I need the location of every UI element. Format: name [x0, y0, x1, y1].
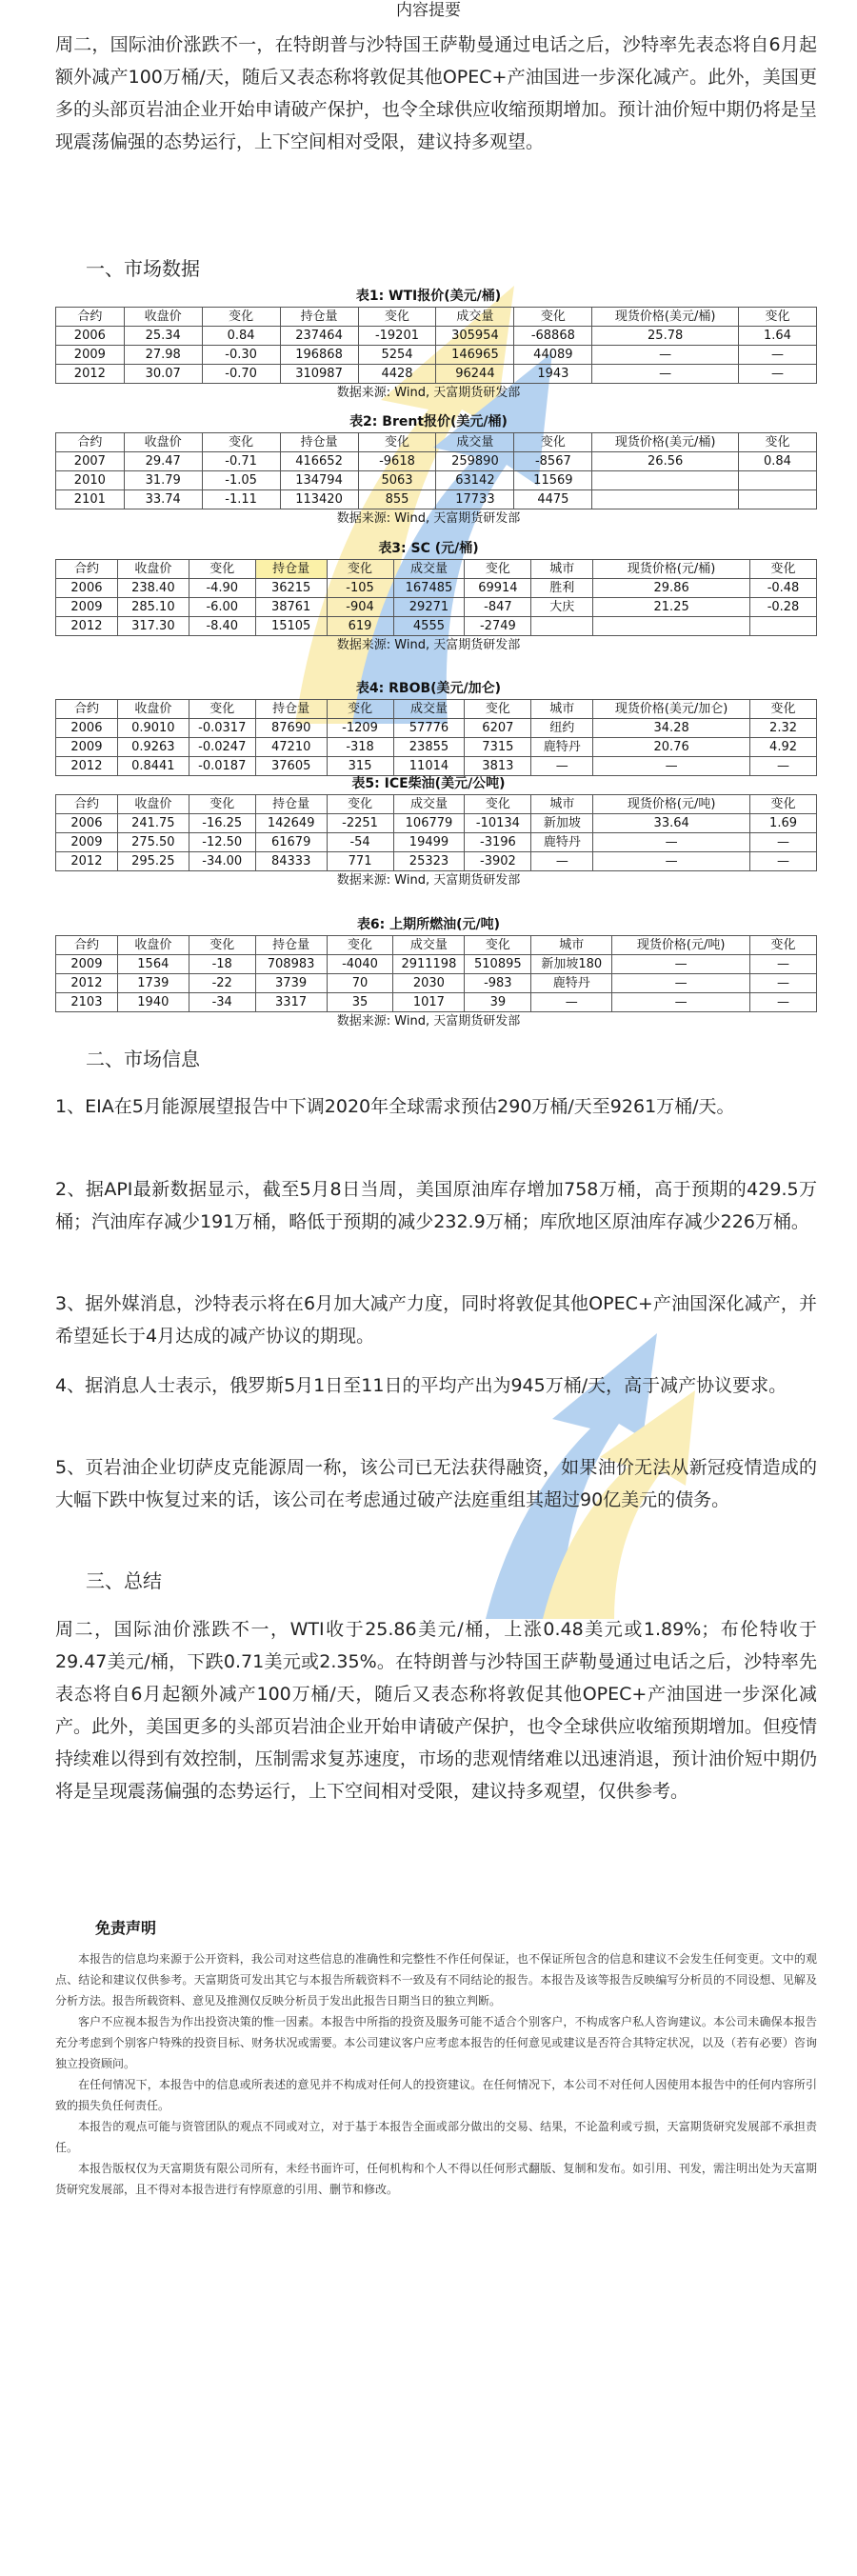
table-cell: 1017: [393, 993, 465, 1012]
table-row: [56, 365, 817, 384]
table-cell: -0.0317: [189, 719, 255, 738]
table-cell: —: [592, 365, 739, 384]
table-cell: [738, 471, 816, 490]
table-header-cell: 持仓量: [255, 936, 327, 955]
table-header-cell: 成交量: [436, 308, 514, 327]
table-cell: 1739: [117, 974, 189, 993]
table-header-cell: 合约: [56, 700, 118, 719]
table-cell: 39: [465, 993, 531, 1012]
table-header-cell: 变化: [738, 308, 816, 327]
table-cell: [750, 617, 817, 636]
table-row: [56, 833, 817, 852]
table-1-title: 表1: WTI报价(美元/桶): [355, 289, 502, 304]
table-header-cell: 收盘价: [117, 560, 189, 579]
table-cell: 3813: [465, 757, 531, 776]
table-cell: 2911198: [393, 955, 465, 974]
table-row: [56, 490, 817, 509]
table-header-cell: 变化: [358, 433, 436, 452]
table-row: [56, 814, 817, 833]
table-cell: -0.30: [202, 346, 280, 365]
table-header-cell: 持仓量: [255, 560, 327, 579]
table-header-cell: 变化: [202, 308, 280, 327]
table-cell: 鹿特丹: [531, 738, 593, 757]
table-header-cell: 变化: [327, 560, 393, 579]
table-header-row: [56, 433, 817, 452]
table-cell: —: [593, 757, 750, 776]
table-cell: 2012: [56, 974, 118, 993]
table-header-cell: 变化: [189, 700, 255, 719]
table-cell: 31.79: [124, 471, 202, 490]
table-cell: -34.00: [189, 852, 255, 871]
table-cell: 2006: [56, 579, 118, 598]
ice-gasoil-table: [55, 794, 817, 871]
table-cell: 96244: [436, 365, 514, 384]
table-cell: -12.50: [189, 833, 255, 852]
table-cell: 2012: [56, 617, 118, 636]
table-cell: 619: [327, 617, 393, 636]
table-cell: 0.84: [202, 327, 280, 346]
table-cell: 2006: [56, 719, 118, 738]
report-title: 内容提要: [396, 1, 461, 20]
table-header-row: [56, 308, 817, 327]
disclaimer-paragraph-2: 客户不应视本报告为作出投资决策的惟一因素。本报告中所指的投资及服务可能不适合个别客户，不构成客户私人咨询建议。本公司未确保本报告充分考虑到个别客户特殊的投资目标、财务状况或需要。本公司建议客户应考虑本报告的任何意见或建议是否符合其特定状况，以及（若有必要）咨询独立投资顾问。: [55, 2015, 817, 2070]
table-cell: 295.25: [117, 852, 189, 871]
table-cell: 4428: [358, 365, 436, 384]
table-cell: 106779: [393, 814, 465, 833]
table-cell: -318: [327, 738, 393, 757]
table-cell: 259890: [436, 452, 514, 471]
info-item-1: 1、EIA在5月能源展望报告中下调2020年全球需求预估290万桶/天至9261万桶/天。: [55, 1096, 735, 1117]
info-item-3: 3、据外媒消息，沙特表示将在6月加大减产力度，同时将敦促其他OPEC+产油国深化减产，并希望延长于4月达成的减产协议的期现。: [55, 1293, 817, 1347]
table-row: [56, 452, 817, 471]
table-cell: 2.32: [750, 719, 817, 738]
table-2-source: 数据来源: Wind, 天富期货研发部: [336, 511, 521, 526]
table-header-cell: 变化: [514, 433, 592, 452]
table-cell: 鹿特丹: [531, 833, 593, 852]
table-header-cell: 城市: [531, 795, 593, 814]
table-3-title: 表3: SC (元/桶): [378, 541, 479, 556]
table-row: [56, 598, 817, 617]
table-header-cell: 变化: [750, 560, 817, 579]
table-header-cell: 城市: [531, 700, 593, 719]
table-cell: 1.69: [750, 814, 817, 833]
table-header-cell: 变化: [327, 795, 393, 814]
table-cell: 3739: [255, 974, 327, 993]
table-header-cell: 合约: [56, 795, 118, 814]
table-cell: —: [592, 346, 739, 365]
table-row: [56, 955, 817, 974]
table-cell: 44089: [514, 346, 592, 365]
table-cell: 2103: [56, 993, 118, 1012]
table-header-cell: 收盘价: [117, 700, 189, 719]
table-cell: —: [612, 993, 750, 1012]
table-cell: 15105: [255, 617, 327, 636]
table-cell: 29271: [393, 598, 465, 617]
table-row: [56, 346, 817, 365]
table-cell: 29.86: [593, 579, 750, 598]
table-header-cell: 成交量: [393, 795, 465, 814]
table-cell: 2009: [56, 738, 118, 757]
table-header-cell: 变化: [465, 700, 531, 719]
table-header-cell: 持仓量: [255, 700, 327, 719]
table-cell: 47210: [255, 738, 327, 757]
table-cell: —: [738, 365, 816, 384]
table-row: [56, 757, 817, 776]
table-cell: 1943: [514, 365, 592, 384]
table-cell: 305954: [436, 327, 514, 346]
table-cell: —: [750, 974, 817, 993]
table-cell: -68868: [514, 327, 592, 346]
table-cell: —: [750, 955, 817, 974]
table-cell: 2030: [393, 974, 465, 993]
table-cell: -2251: [327, 814, 393, 833]
table-cell: [592, 471, 739, 490]
table-cell: 27.98: [124, 346, 202, 365]
table-header-cell: 现货价格(元/吨): [593, 795, 750, 814]
table-cell: 0.8441: [117, 757, 189, 776]
table-cell: 113420: [280, 490, 358, 509]
table-header-row: [56, 936, 817, 955]
table-cell: -0.70: [202, 365, 280, 384]
table-cell: 237464: [280, 327, 358, 346]
table-header-cell: 持仓量: [280, 433, 358, 452]
table-header-cell: 城市: [531, 936, 612, 955]
table-cell: 6207: [465, 719, 531, 738]
table-header-cell: 变化: [750, 795, 817, 814]
table-cell: -18: [189, 955, 255, 974]
table-cell: —: [750, 993, 817, 1012]
table-cell: —: [531, 993, 612, 1012]
table-cell: 20.76: [593, 738, 750, 757]
table-header-cell: 现货价格(元/吨): [612, 936, 750, 955]
table-6-title: 表6: 上期所燃油(元/吨): [356, 917, 501, 932]
table-cell: 2009: [56, 833, 118, 852]
table-header-cell: 变化: [202, 433, 280, 452]
disclaimer-paragraph-3: 在任何情况下，本报告中的信息或所表述的意见并不构成对任何人的投资建议。在任何情况下，本公司不对任何人因使用本报告中的任何内容所引致的损失负任何责任。: [55, 2078, 817, 2112]
table-cell: 34.28: [593, 719, 750, 738]
table-cell: -3196: [465, 833, 531, 852]
table-cell: —: [750, 833, 817, 852]
table-cell: -0.0187: [189, 757, 255, 776]
brent-table: [55, 432, 817, 509]
table-cell: -0.28: [750, 598, 817, 617]
table-cell: 285.10: [117, 598, 189, 617]
table-3-source: 数据来源: Wind, 天富期货研发部: [336, 638, 521, 652]
table-cell: —: [593, 852, 750, 871]
table-cell: 1564: [117, 955, 189, 974]
shfe-fuel-oil-table: [55, 935, 817, 1012]
table-cell: 2009: [56, 955, 118, 974]
table-cell: -0.71: [202, 452, 280, 471]
table-cell: 0.9263: [117, 738, 189, 757]
table-cell: 2006: [56, 814, 118, 833]
table-header-cell: 城市: [531, 560, 593, 579]
table-cell: -0.48: [750, 579, 817, 598]
table-row: [56, 617, 817, 636]
disclaimer-paragraph-1: 本报告的信息均来源于公开资料，我公司对这些信息的准确性和完整性不作任何保证，也不保证所包含的信息和建议不会发生任何变更。文中的观点、结论和建议仅供参考。天富期货可发出其它与本报告所载资料不一致及有不同结论的报告。本报告及该等报告反映编写分析员的不同设想、见解及分析方法。报告所载资料、意见及推测仅反映分析员于发出此报告日期当日的独立判断。: [55, 1952, 817, 2007]
table-cell: 21.25: [593, 598, 750, 617]
table-cell: 2006: [56, 327, 125, 346]
section-heading-market-info: 二、市场信息: [86, 1048, 200, 1070]
table-row: [56, 719, 817, 738]
table-cell: —: [612, 955, 750, 974]
info-item-4: 4、据消息人士表示，俄罗斯5月1日至11日的平均产出为945万桶/天，高于减产协议要求。: [55, 1375, 787, 1396]
table-cell: 25323: [393, 852, 465, 871]
table-cell: 5254: [358, 346, 436, 365]
table-cell: 0.9010: [117, 719, 189, 738]
table-cell: -6.00: [189, 598, 255, 617]
disclaimer-paragraph-4: 本报告的观点可能与资管团队的观点不同或对立，对于基于本报告全面或部分做出的交易、结果，不论盈利或亏损，天富期货研究发展部不承担责任。: [55, 2120, 817, 2154]
table-cell: [593, 617, 750, 636]
table-cell: 2012: [56, 852, 118, 871]
table-cell: 416652: [280, 452, 358, 471]
table-cell: 26.56: [592, 452, 739, 471]
table-cell: 25.78: [592, 327, 739, 346]
table-header-cell: 合约: [56, 433, 125, 452]
table-cell: 510895: [465, 955, 531, 974]
table-cell: -983: [465, 974, 531, 993]
table-cell: —: [750, 852, 817, 871]
table-cell: 33.64: [593, 814, 750, 833]
table-1-source: 数据来源: Wind, 天富期货研发部: [336, 386, 521, 400]
table-cell: 2007: [56, 452, 125, 471]
table-cell: -8567: [514, 452, 592, 471]
table-header-cell: 现货价格(美元/桶): [592, 433, 739, 452]
table-cell: 纽约: [531, 719, 593, 738]
table-cell: —: [531, 852, 593, 871]
table-cell: 708983: [255, 955, 327, 974]
table-cell: —: [750, 757, 817, 776]
table-cell: 4475: [514, 490, 592, 509]
table-cell: -19201: [358, 327, 436, 346]
table-cell: -2749: [465, 617, 531, 636]
table-header-cell: 持仓量: [280, 308, 358, 327]
table-cell: 4.92: [750, 738, 817, 757]
table-header-row: [56, 560, 817, 579]
table-cell: —: [738, 346, 816, 365]
table-header-cell: 合约: [56, 936, 118, 955]
disclaimer-paragraph-5: 本报告版权仅为天富期货有限公司所有，未经书面许可，任何机构和个人不得以任何形式翻版、复制和发布。如引用、刊发，需注明出处为天富期货研究发展部，且不得对本报告进行有悖原意的引用、删节和修改。: [55, 2162, 817, 2196]
table-cell: 38761: [255, 598, 327, 617]
table-header-cell: 收盘价: [124, 433, 202, 452]
table-cell: -105: [327, 579, 393, 598]
table-cell: [531, 617, 593, 636]
table-cell: 29.47: [124, 452, 202, 471]
table-header-row: [56, 700, 817, 719]
table-header-cell: 变化: [358, 308, 436, 327]
table-cell: 0.84: [738, 452, 816, 471]
table-cell: 167485: [393, 579, 465, 598]
table-header-cell: 成交量: [436, 433, 514, 452]
table-header-cell: 变化: [738, 433, 816, 452]
table-cell: 2009: [56, 346, 125, 365]
table-5-source: 数据来源: Wind, 天富期货研发部: [336, 873, 521, 888]
table-cell: 23855: [393, 738, 465, 757]
table-header-cell: 现货价格(美元/加仑): [593, 700, 750, 719]
table-row: [56, 579, 817, 598]
table-cell: -54: [327, 833, 393, 852]
table-cell: —: [612, 974, 750, 993]
table-cell: -34: [189, 993, 255, 1012]
table-cell: 1.64: [738, 327, 816, 346]
table-row: [56, 993, 817, 1012]
conclusion-paragraph: 周二，国际油价涨跌不一，WTI收于25.86美元/桶，上涨0.48美元或1.89%；布伦特收于29.47美元/桶，下跌0.71美元或2.35%。在特朗普与沙特国王萨勒曼通过电话之后，沙特率先表态将自6月起额外减产100万桶/天，随后又表态称将敦促其他OPEC+产油国进一步深化减产。此外，美国更多的头部页岩油企业开始申请破产保护，也令全球供应收缩预期增加。但疫情持续难以得到有效控制，压制需求复苏速度，市场的悲观情绪难以迅速消退，预计油价短中期仍将是呈现震荡偏强的态势运行，上下空间相对受限，建议持多观望，仅供参考。: [55, 1619, 817, 1802]
table-header-cell: 成交量: [393, 700, 465, 719]
table-header-cell: 变化: [189, 795, 255, 814]
table-cell: 胜利: [531, 579, 593, 598]
table-cell: 3317: [255, 993, 327, 1012]
table-header-cell: 变化: [514, 308, 592, 327]
table-header-row: [56, 795, 817, 814]
table-cell: -904: [327, 598, 393, 617]
section-heading-summary: 三、总结: [86, 1569, 162, 1592]
table-cell: 241.75: [117, 814, 189, 833]
table-2-title: 表2: Brent报价(美元/桶): [349, 414, 508, 429]
table-cell: 70: [327, 974, 393, 993]
table-cell: 11014: [393, 757, 465, 776]
table-cell: —: [531, 757, 593, 776]
table-cell: 275.50: [117, 833, 189, 852]
wti-table: [55, 307, 817, 384]
table-cell: 19499: [393, 833, 465, 852]
table-5-title: 表5: ICE柴油(美元/公吨): [351, 776, 506, 791]
table-header-cell: 变化: [327, 936, 393, 955]
table-header-cell: 变化: [750, 700, 817, 719]
table-cell: 855: [358, 490, 436, 509]
section-heading-market-data: 一、市场数据: [86, 257, 200, 280]
table-row: [56, 327, 817, 346]
table-6-source: 数据来源: Wind, 天富期货研发部: [336, 1014, 521, 1028]
table-cell: 87690: [255, 719, 327, 738]
table-cell: —: [593, 833, 750, 852]
table-cell: 30.07: [124, 365, 202, 384]
table-cell: 大庆: [531, 598, 593, 617]
table-cell: 134794: [280, 471, 358, 490]
table-header-cell: 变化: [189, 936, 255, 955]
table-cell: 57776: [393, 719, 465, 738]
table-cell: 25.34: [124, 327, 202, 346]
table-cell: 146965: [436, 346, 514, 365]
table-header-cell: 收盘价: [117, 936, 189, 955]
table-cell: [738, 490, 816, 509]
table-cell: 4555: [393, 617, 465, 636]
table-cell: 2010: [56, 471, 125, 490]
table-row: [56, 974, 817, 993]
table-header-cell: 变化: [327, 700, 393, 719]
table-header-cell: 成交量: [393, 936, 465, 955]
table-cell: 37605: [255, 757, 327, 776]
table-cell: [592, 490, 739, 509]
info-item-2: 2、据API最新数据显示，截至5月8日当周，美国原油库存增加758万桶，高于预期的429.5万桶；汽油库存减少191万桶，略低于预期的减少232.9万桶；库欣地区原油库存减少226万桶。: [55, 1179, 817, 1232]
table-cell: 5063: [358, 471, 436, 490]
table-cell: -8.40: [189, 617, 255, 636]
table-header-cell: 合约: [56, 308, 125, 327]
summary-paragraph: 周二，国际油价涨跌不一，在特朗普与沙特国王萨勒曼通过电话之后，沙特率先表态将自6月起额外减产100万桶/天，随后又表态称将敦促其他OPEC+产油国进一步深化减产。此外，美国更多的头部页岩油企业开始申请破产保护，也令全球供应收缩预期增加。预计油价短中期仍将是呈现震荡偏强的态势运行，上下空间相对受限，建议持多观望。: [55, 34, 817, 152]
table-header-cell: 持仓量: [255, 795, 327, 814]
disclaimer-body: [55, 1948, 817, 2200]
table-header-cell: 变化: [750, 936, 817, 955]
table-cell: 2009: [56, 598, 118, 617]
table-cell: -1.11: [202, 490, 280, 509]
table-header-cell: 现货价格(美元/桶): [592, 308, 739, 327]
table-cell: 315: [327, 757, 393, 776]
table-cell: 69914: [465, 579, 531, 598]
table-row: [56, 852, 817, 871]
table-cell: 84333: [255, 852, 327, 871]
table-cell: -0.0247: [189, 738, 255, 757]
table-header-cell: 成交量: [393, 560, 465, 579]
table-header-cell: 收盘价: [124, 308, 202, 327]
table-header-cell: 变化: [465, 560, 531, 579]
table-cell: -10134: [465, 814, 531, 833]
table-cell: -16.25: [189, 814, 255, 833]
table-header-cell: 变化: [465, 936, 531, 955]
table-cell: 196868: [280, 346, 358, 365]
table-cell: 35: [327, 993, 393, 1012]
table-cell: 310987: [280, 365, 358, 384]
table-cell: 11569: [514, 471, 592, 490]
rbob-table: [55, 699, 817, 776]
table-row: [56, 738, 817, 757]
table-cell: 142649: [255, 814, 327, 833]
table-cell: 2012: [56, 365, 125, 384]
table-cell: 2101: [56, 490, 125, 509]
table-cell: -4.90: [189, 579, 255, 598]
table-cell: 771: [327, 852, 393, 871]
table-cell: 新加坡: [531, 814, 593, 833]
table-header-cell: 现货价格(元/桶): [593, 560, 750, 579]
table-cell: 2012: [56, 757, 118, 776]
table-header-cell: 变化: [465, 795, 531, 814]
table-cell: 63142: [436, 471, 514, 490]
info-item-5: 5、页岩油企业切萨皮克能源周一称，该公司已无法获得融资，如果油价无法从新冠疫情造成的大幅下跌中恢复过来的话，该公司在考虑通过破产法庭重组其超过90亿美元的债务。: [55, 1457, 817, 1510]
table-cell: -1.05: [202, 471, 280, 490]
table-4-title: 表4: RBOB(美元/加仑): [355, 681, 502, 696]
table-cell: 1940: [117, 993, 189, 1012]
table-cell: -847: [465, 598, 531, 617]
table-header-cell: 变化: [189, 560, 255, 579]
sc-table: [55, 559, 817, 636]
table-cell: 317.30: [117, 617, 189, 636]
table-cell: 新加坡180: [531, 955, 612, 974]
table-cell: 7315: [465, 738, 531, 757]
table-row: [56, 471, 817, 490]
table-cell: -4040: [327, 955, 393, 974]
table-cell: -9618: [358, 452, 436, 471]
table-cell: 238.40: [117, 579, 189, 598]
table-cell: -3902: [465, 852, 531, 871]
table-cell: 17733: [436, 490, 514, 509]
table-cell: 36215: [255, 579, 327, 598]
table-header-cell: 收盘价: [117, 795, 189, 814]
table-cell: 33.74: [124, 490, 202, 509]
table-cell: -1209: [327, 719, 393, 738]
disclaimer-title: 免责声明: [95, 1919, 157, 1937]
table-header-cell: 合约: [56, 560, 118, 579]
table-cell: -22: [189, 974, 255, 993]
table-cell: 61679: [255, 833, 327, 852]
table-cell: 鹿特丹: [531, 974, 612, 993]
